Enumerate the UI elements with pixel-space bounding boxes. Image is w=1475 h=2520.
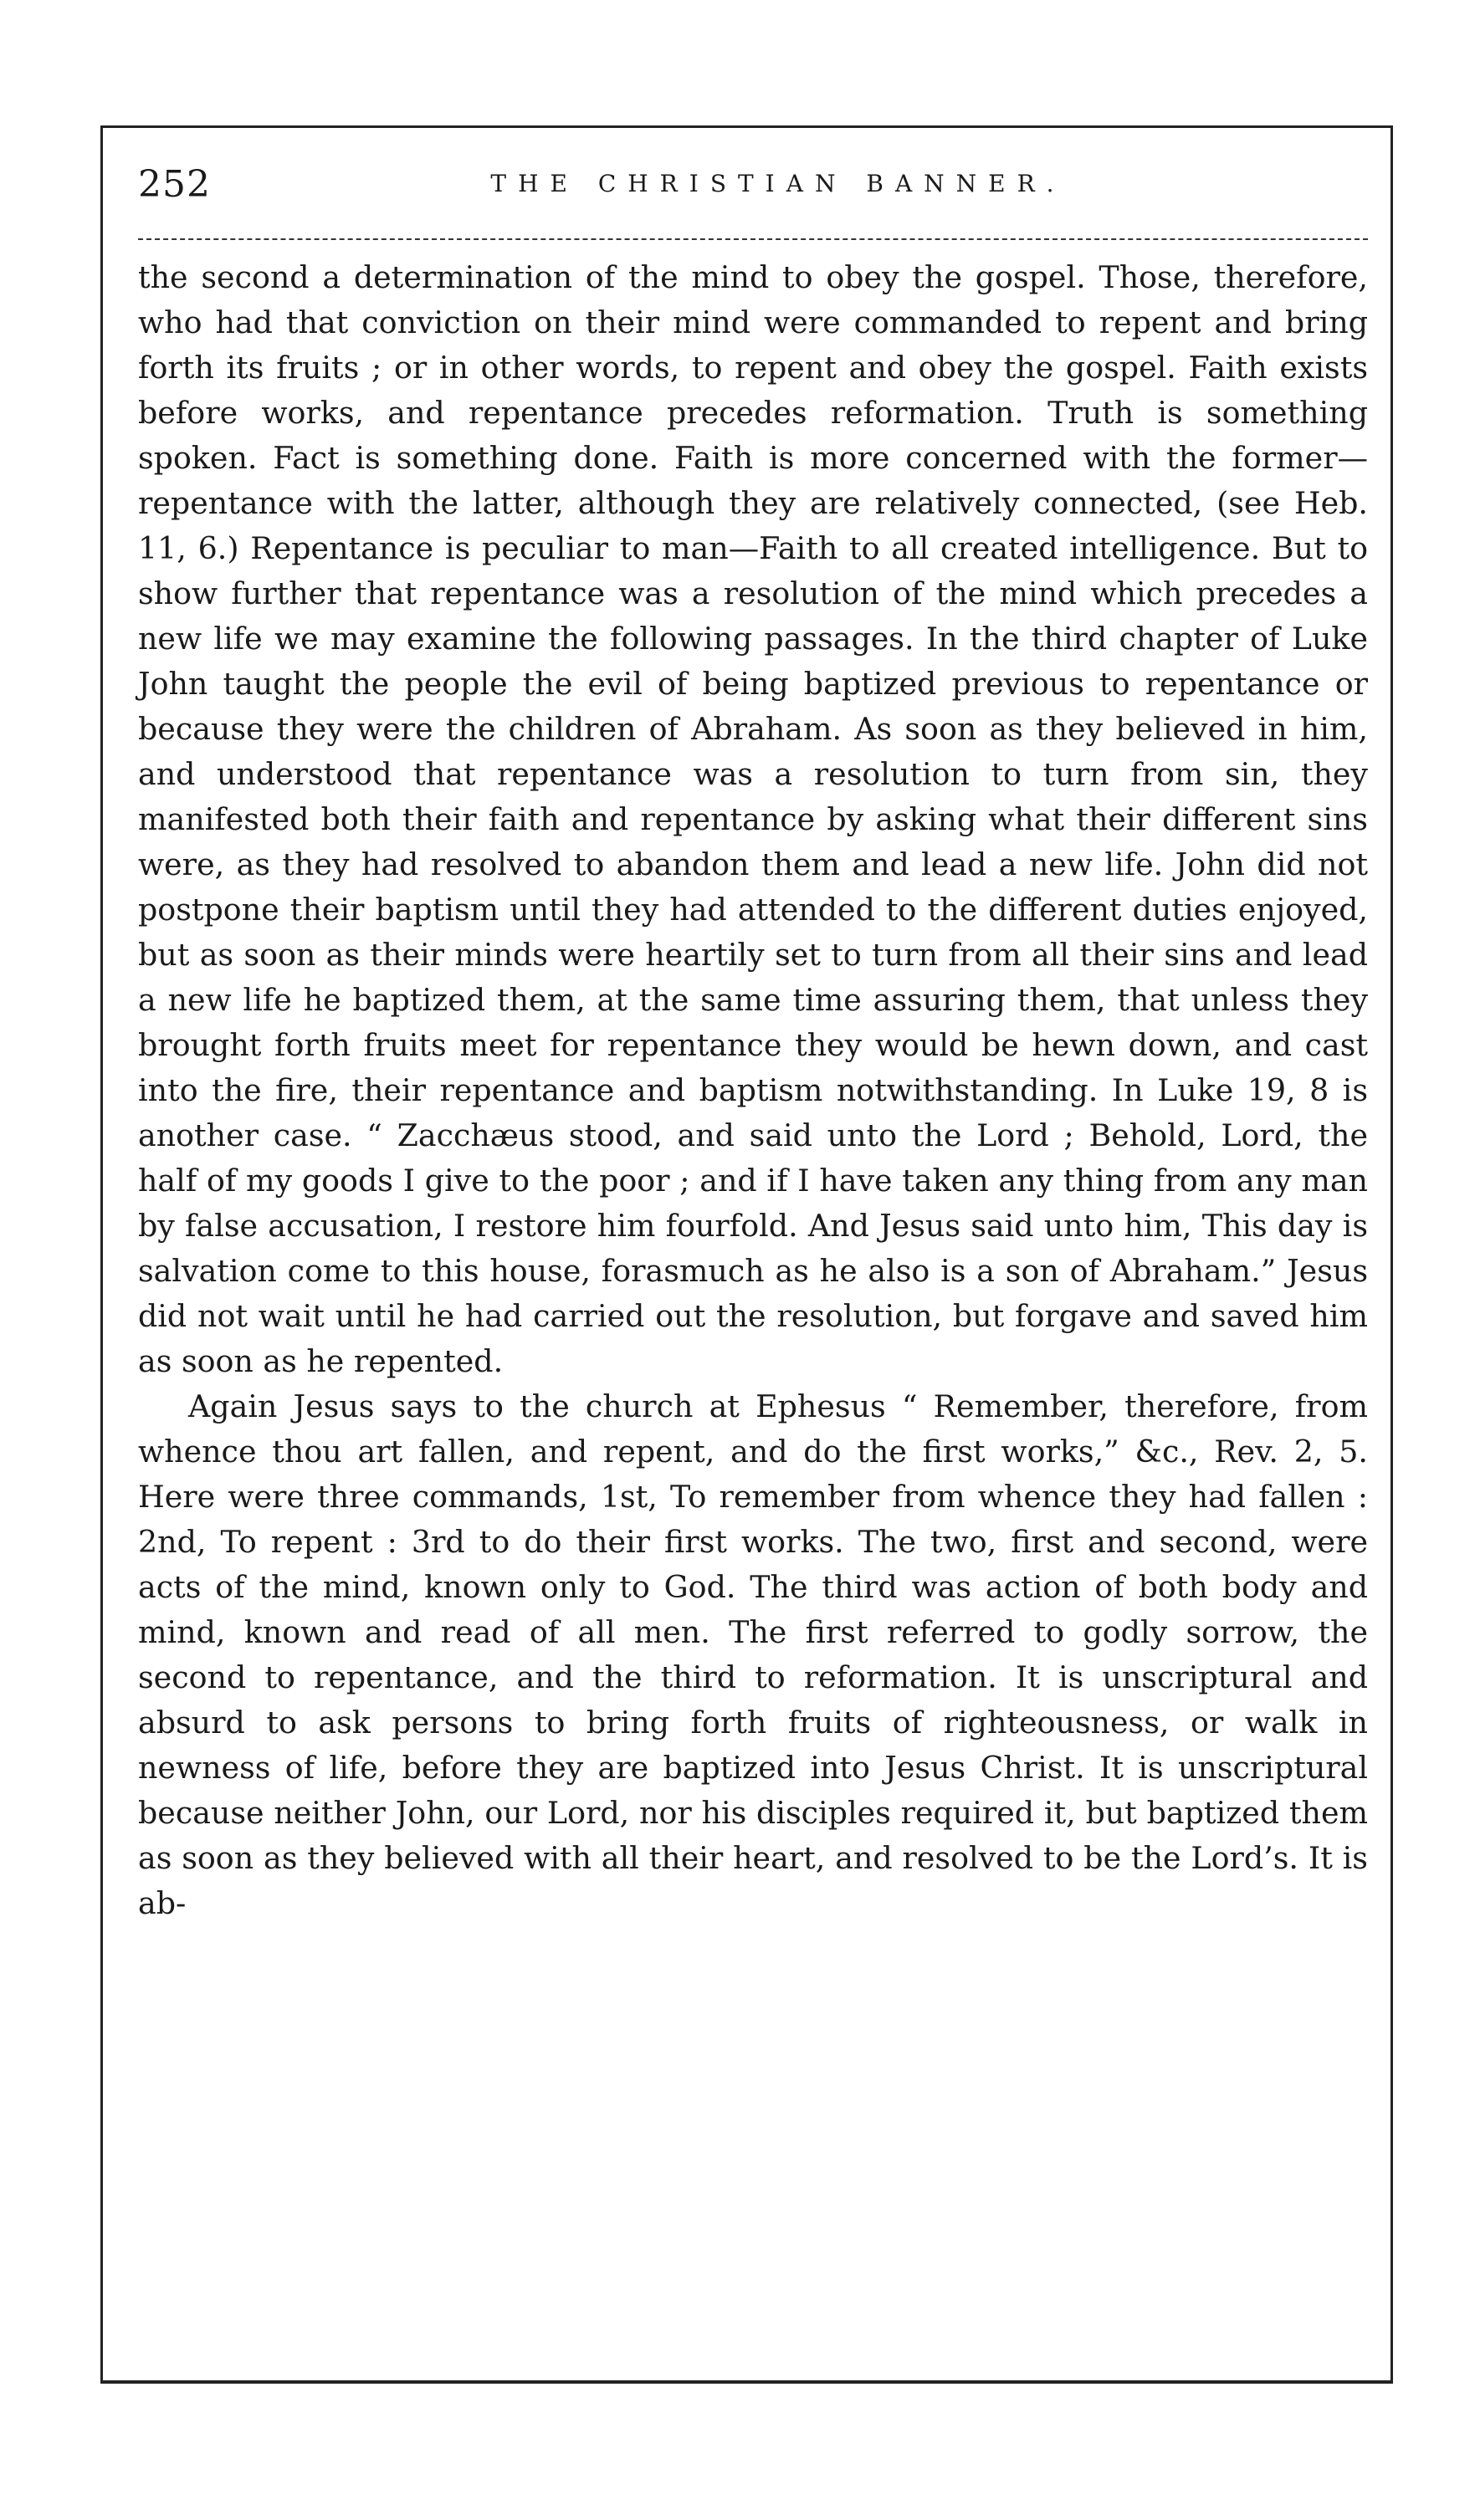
page-number: 252 bbox=[138, 163, 211, 206]
page-header bbox=[138, 163, 1368, 213]
header-rule bbox=[138, 238, 1368, 240]
running-title: THE CHRISTIAN BANNER. bbox=[490, 170, 1066, 197]
paragraph: the second a determination of the mind to obey the gospel. Those, therefore, who had that conviction on their mind were commanded to repent and bring forth its fruits ; or in other words, to repent and obey the gospel. Faith exists before works, and repentance precedes reformation. Truth is something spoken. Fact is something done. Faith is more concerned with the former—repentance with the latter, although they are relatively connected, (see Heb. 11, 6.) Repentance is peculiar to man—Faith to all created intelligence. But to show further that repentance was a resolution of the mind which precedes a new life we may examine the following passages. In the third chapter of Luke John taught the people the evil of being baptized previous to repentance or because they were the children of Abraham. As soon as they believed in him, and understood that repentance was a resolution to turn from sin, they manifested both their faith and repentance by asking what their different sins were, as they had resolved to abandon them and lead a new life. John did not postpone their baptism until they had attended to the different duties enjoyed, but as soon as their minds were heartily set to turn from all their sins and lead a new life he baptized them, at the same time assuring them, that unless they brought forth fruits meet for repentance they would be hewn down, and cast into the fire, their repentance and baptism notwithstanding. In Luke 19, 8 is another case. “ Zacchæus stood, and said unto the Lord ; Behold, Lord, the half of my goods I give to the poor ; and if I have taken any thing from any man by false accusation, I restore him fourfold. And Jesus said unto him, This day is salvation come to this house, forasmuch as he also is a son of Abraham.” Jesus did not wait until he had carried out the resolution, but forgave and saved him as soon as he repented. bbox=[138, 259, 1368, 1379]
paragraph: Again Jesus says to the church at Ephesus “ Remember, therefore, from whence thou art fallen, and repent, and do the first works,” &c., Rev. 2, 5. Here were three commands, 1st, To remember from whence they had fallen : 2nd, To repent : 3rd to do their first works. The two, first and second, were acts of the mind, known only to God. The third was action of both body and mind, known and read of all men. The first referred to godly sorrow, the second to repentance, and the third to reformation. It is unscriptural and absurd to ask persons to bring forth fruits of righteousness, or walk in newness of life, before they are baptized into Jesus Christ. It is unscriptural because neither John, our Lord, nor his disciples required it, but baptized them as soon as they believed with all their heart, and resolved to be the Lord’s. It is ab- bbox=[138, 1388, 1368, 1921]
body-text bbox=[138, 255, 1368, 1926]
